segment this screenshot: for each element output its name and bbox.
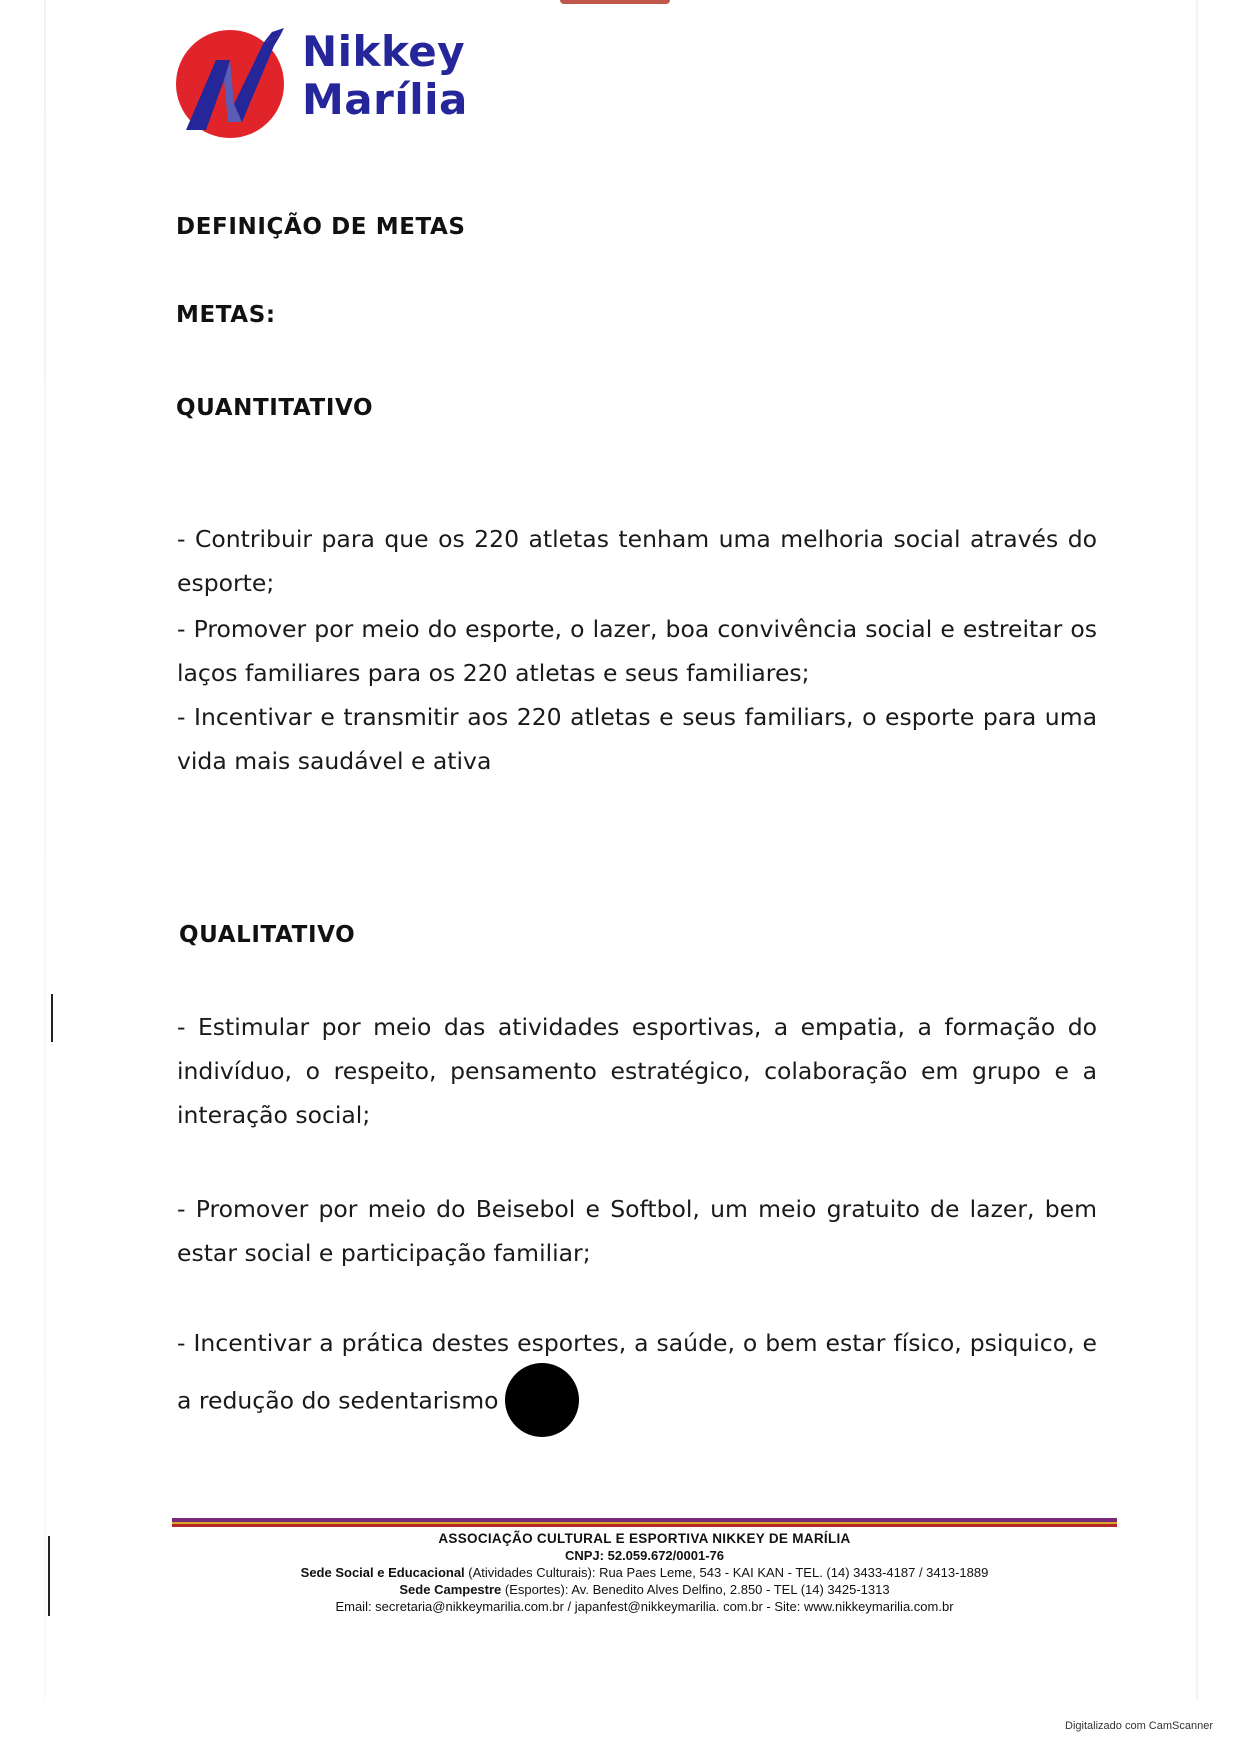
- logo-emblem-icon: [172, 22, 296, 142]
- qualitativo-heading: QUALITATIVO: [179, 922, 356, 948]
- quantitativo-item-2: - Promover por meio do esporte, o lazer, boa convivência social e estreitar os laços familiares para os 220 atletas e seus familiares;: [177, 615, 1097, 687]
- qualitativo-item-1: - Estimular por meio das atividades esportivas, a empatia, a formação do indivíduo, o respeito, pensamento estratégico, colaboração em grupo e a interação social;: [177, 1013, 1097, 1129]
- logo-line-1: Nikkey: [302, 27, 466, 76]
- footer-sede-social-text: (Atividades Culturais): Rua Paes Leme, 543 - KAI KAN - TEL. (14) 3433-4187 / 3413-1889: [468, 1565, 989, 1580]
- footer-cnpj: CNPJ: 52.059.672/0001-76: [564, 1548, 724, 1563]
- qualitativo-item-3: [177, 1321, 1097, 1439]
- footer-rule: [172, 1518, 1117, 1527]
- scan-edge-left: [44, 0, 46, 1700]
- quantitativo-heading: QUANTITATIVO: [176, 395, 374, 421]
- footer-sede-campestre-label: Sede Campestre: [399, 1582, 502, 1597]
- footer-contact: Email: secretaria@nikkeymarilia.com.br / japanfest@nikkeymarilia. com.br - Site: www.nikkeymarilia.com.br: [335, 1599, 954, 1614]
- metas-label: METAS:: [176, 302, 276, 328]
- footer-sede-campestre: [172, 1581, 1117, 1598]
- footer-sede-campestre-text: (Esportes): Av. Benedito Alves Delfino, 2.850 - TEL (14) 3425-1313: [504, 1582, 890, 1597]
- logo: [172, 22, 482, 142]
- qualitativo-item-2: - Promover por meio do Beisebol e Softbol, um meio gratuito de lazer, bem estar social e participação familiar;: [177, 1195, 1097, 1267]
- scan-mark-left-lower: [48, 1536, 50, 1616]
- logo-line-2: Marília: [302, 75, 468, 124]
- footer-org: ASSOCIAÇÃO CULTURAL E ESPORTIVA NIKKEY DE MARÍLIA: [438, 1531, 851, 1546]
- footer-sede-social: [172, 1564, 1117, 1581]
- scan-edge-right: [1196, 0, 1198, 1700]
- scan-mark-left-upper: [51, 994, 53, 1042]
- camscanner-watermark: Digitalizado com CamScanner: [1065, 1720, 1213, 1732]
- quantitativo-item-3: - Incentivar e transmitir aos 220 atletas e seus familiars, o esporte para uma vida mais saudável e ativa: [177, 703, 1097, 775]
- scan-top-mark: [560, 0, 670, 4]
- logo-text: [302, 28, 468, 124]
- footer-sede-social-label: Sede Social e Educacional: [300, 1565, 465, 1580]
- qualitativo-item-3-text: - Incentivar a prática destes esportes, a saúde, o bem estar físico, psiquico, e a redução do sedentarismo: [177, 1329, 1097, 1415]
- redaction-dot: [505, 1363, 579, 1437]
- quantitativo-item-1: - Contribuir para que os 220 atletas tenham uma melhoria social através do esporte;: [177, 525, 1097, 597]
- footer: [172, 1530, 1117, 1615]
- document-title: DEFINIÇÃO DE METAS: [176, 214, 466, 240]
